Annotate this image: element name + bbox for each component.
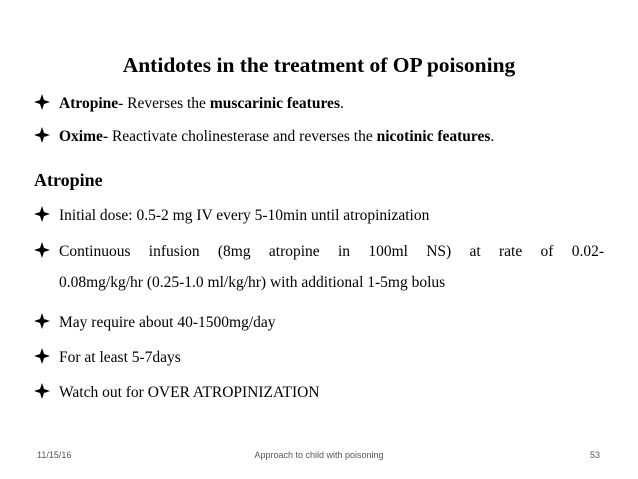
slide-title: Antidotes in the treatment of OP poisoning [122, 53, 516, 77]
bullet-tail: . [339, 95, 344, 112]
footer-title: Approach to child with poisoning [254, 450, 384, 460]
bullet-text: Watch out for OVER ATROPINIZATION [59, 384, 320, 401]
diamond-bullet-icon [34, 242, 50, 258]
bullet-atropine [34, 94, 344, 113]
section-heading: Atropine [34, 170, 103, 190]
footer-date: 11/15/16 [37, 450, 72, 460]
bullet-tail: . [490, 128, 495, 145]
diamond-bullet-icon [34, 206, 50, 222]
bullet-lead: Atropine [59, 95, 119, 112]
bullet-duration [34, 348, 181, 367]
page-number: 53 [590, 450, 601, 460]
diamond-bullet-icon [34, 94, 50, 110]
diamond-bullet-icon [34, 127, 50, 143]
diamond-bullet-icon [34, 383, 50, 399]
bullet-warning [34, 383, 320, 402]
bullet-text: Reactivate cholinesterase and reverses the [108, 128, 377, 145]
bullet-text: - Reverses the [118, 95, 210, 112]
diamond-bullet-icon [34, 313, 50, 329]
bullet-emphasis: nicotinic features [376, 128, 491, 145]
diamond-bullet-icon [34, 348, 50, 364]
bullet-initial-dose [34, 206, 429, 225]
bullet-emphasis: muscarinic features [209, 95, 340, 112]
bullet-text: For at least 5-7days [59, 349, 181, 366]
bullet-text-line2: 0.08mg/kg/hr (0.25-1.0 ml/kg/hr) with additional 1-5mg bolus [59, 274, 446, 291]
bullet-lead: Oxime- [59, 128, 109, 145]
bullet-continuous-infusion [34, 236, 604, 298]
bullet-text: May require about 40-1500mg/day [59, 314, 276, 331]
bullet-may-require [34, 313, 276, 332]
bullet-oxime [34, 127, 494, 146]
bullet-text: Initial dose: 0.5-2 mg IV every 5-10min until atropinization [59, 207, 430, 224]
bullet-text-line1: Continuous infusion (8mg atropine in 100ml NS) at rate of 0.02- [59, 243, 604, 260]
